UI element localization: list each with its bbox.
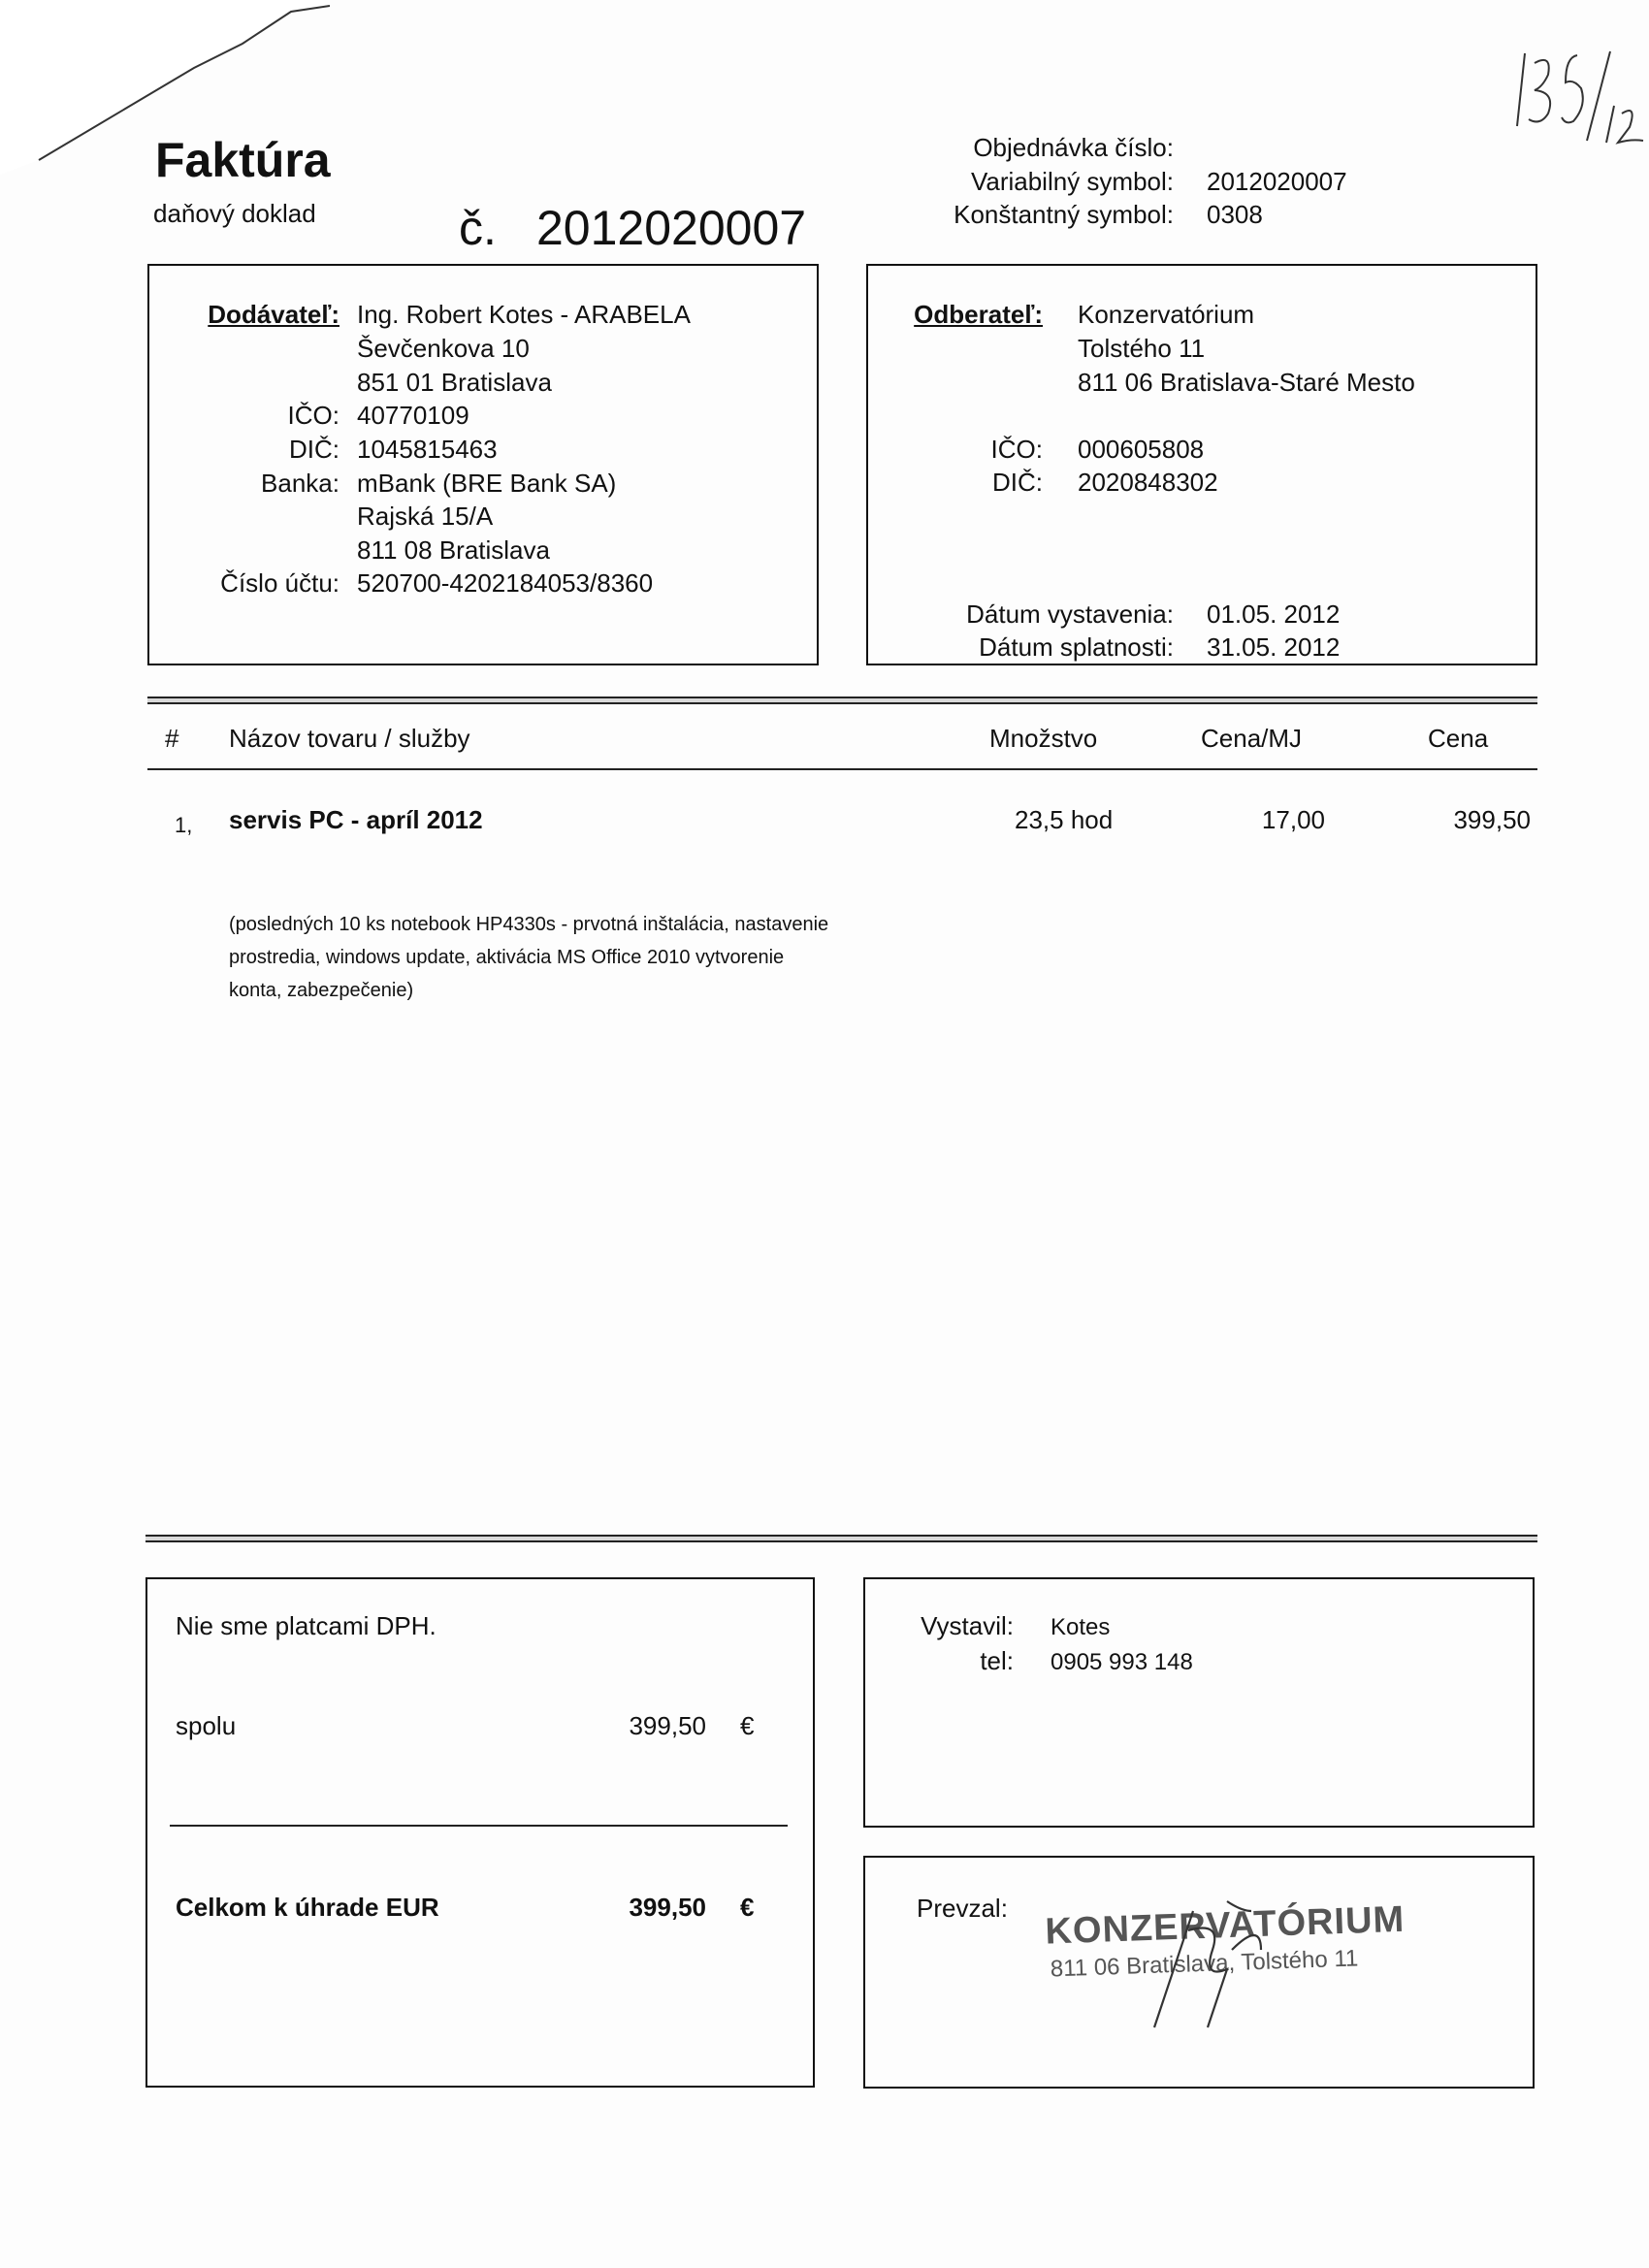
invoice-number: 2012020007: [536, 201, 807, 255]
row-qty: 23,5 hod: [1015, 805, 1114, 834]
invoice-title: Faktúra: [155, 133, 331, 187]
customer-city: 811 06 Bratislava-Staré Mesto: [1078, 368, 1415, 397]
supplier-ico: 40770109: [357, 401, 469, 430]
totals-box: [146, 1577, 815, 2088]
customer-heading: Odberateľ:: [914, 300, 1043, 329]
row-note-line: konta, zabezpečenie): [229, 980, 414, 1001]
sum-currency: €: [740, 1711, 755, 1740]
received-by-label: Prevzal:: [917, 1894, 1008, 1923]
supplier-bank-street: Rajská 15/A: [357, 502, 494, 531]
supplier-name: Ing. Robert Kotes - ARABELA: [357, 300, 691, 329]
row-name: servis PC - apríl 2012: [229, 805, 483, 834]
col-header-name: Názov tovaru / služby: [229, 724, 470, 753]
signature: [1135, 1892, 1280, 2037]
total-currency: €: [740, 1893, 755, 1922]
variable-symbol-value: 2012020007: [1207, 167, 1347, 196]
customer-dic-label: DIČ:: [992, 468, 1043, 497]
customer-dic: 2020848302: [1078, 468, 1218, 497]
table-bottom-rule: [146, 1535, 1537, 1542]
issued-by-label: Vystavil:: [921, 1611, 1014, 1640]
supplier-dic: 1045815463: [357, 435, 498, 464]
row-index: 1,: [175, 813, 193, 837]
handwritten-note: [1513, 34, 1649, 150]
issue-date: 01.05. 2012: [1207, 599, 1341, 629]
invoice-subtitle: daňový doklad: [153, 199, 316, 228]
tel: 0905 993 148: [1051, 1649, 1193, 1675]
customer-ico-label: IČO:: [990, 435, 1043, 464]
supplier-street: Ševčenkova 10: [357, 334, 530, 363]
totals-divider: [170, 1825, 788, 1827]
supplier-bank-label: Banka:: [261, 469, 340, 498]
row-price: 399,50: [1453, 805, 1531, 834]
col-header-unit-price: Cena/MJ: [1201, 724, 1303, 753]
invoice-number-prefix: č.: [459, 201, 497, 255]
vat-note: Nie sme platcami DPH.: [176, 1611, 436, 1640]
issue-date-label: Dátum vystavenia:: [966, 599, 1174, 629]
row-note-line: prostredia, windows update, aktivácia MS Office 2010 vytvorenie: [229, 947, 785, 968]
constant-symbol-value: 0308: [1207, 200, 1263, 229]
issued-by: Kotes: [1051, 1614, 1111, 1640]
variable-symbol-label: Variabilný symbol:: [970, 167, 1174, 196]
supplier-bank-city: 811 08 Bratislava: [357, 535, 550, 565]
due-date: 31.05. 2012: [1207, 632, 1341, 662]
order-label: Objednávka číslo:: [973, 133, 1174, 162]
supplier-heading: Dodávateľ:: [208, 300, 340, 329]
total-value: 399,50: [629, 1893, 706, 1922]
supplier-dic-label: DIČ:: [289, 435, 340, 464]
col-header-qty: Množstvo: [989, 724, 1098, 753]
customer-street: Tolstého 11: [1078, 334, 1206, 363]
tel-label: tel:: [980, 1646, 1014, 1675]
header-divider: [147, 768, 1537, 770]
supplier-city: 851 01 Bratislava: [357, 368, 552, 397]
table-top-rule: [147, 697, 1537, 704]
total-label: Celkom k úhrade EUR: [176, 1893, 439, 1922]
customer-name: Konzervatórium: [1078, 300, 1255, 329]
supplier-account: 520700-4202184053/8360: [357, 568, 654, 598]
row-unit-price: 17,00: [1261, 805, 1325, 834]
constant-symbol-label: Konštantný symbol:: [954, 200, 1174, 229]
row-note-line: (posledných 10 ks notebook HP4330s - prvotná inštalácia, nastavenie: [229, 914, 829, 935]
customer-ico: 000605808: [1078, 435, 1205, 464]
sum-value: 399,50: [629, 1711, 706, 1740]
due-date-label: Dátum splatnosti:: [979, 632, 1174, 662]
sum-label: spolu: [176, 1711, 237, 1740]
col-header-index: #: [165, 724, 179, 753]
supplier-ico-label: IČO:: [287, 401, 340, 430]
stamp-name: KONZERVATÓRIUM: [1044, 1898, 1406, 1953]
col-header-price: Cena: [1428, 724, 1489, 753]
supplier-bank: mBank (BRE Bank SA): [357, 469, 617, 498]
stamp-address: 811 06 Bratislava, Tolstého 11: [1050, 1945, 1359, 1983]
supplier-account-label: Číslo účtu:: [220, 568, 340, 598]
